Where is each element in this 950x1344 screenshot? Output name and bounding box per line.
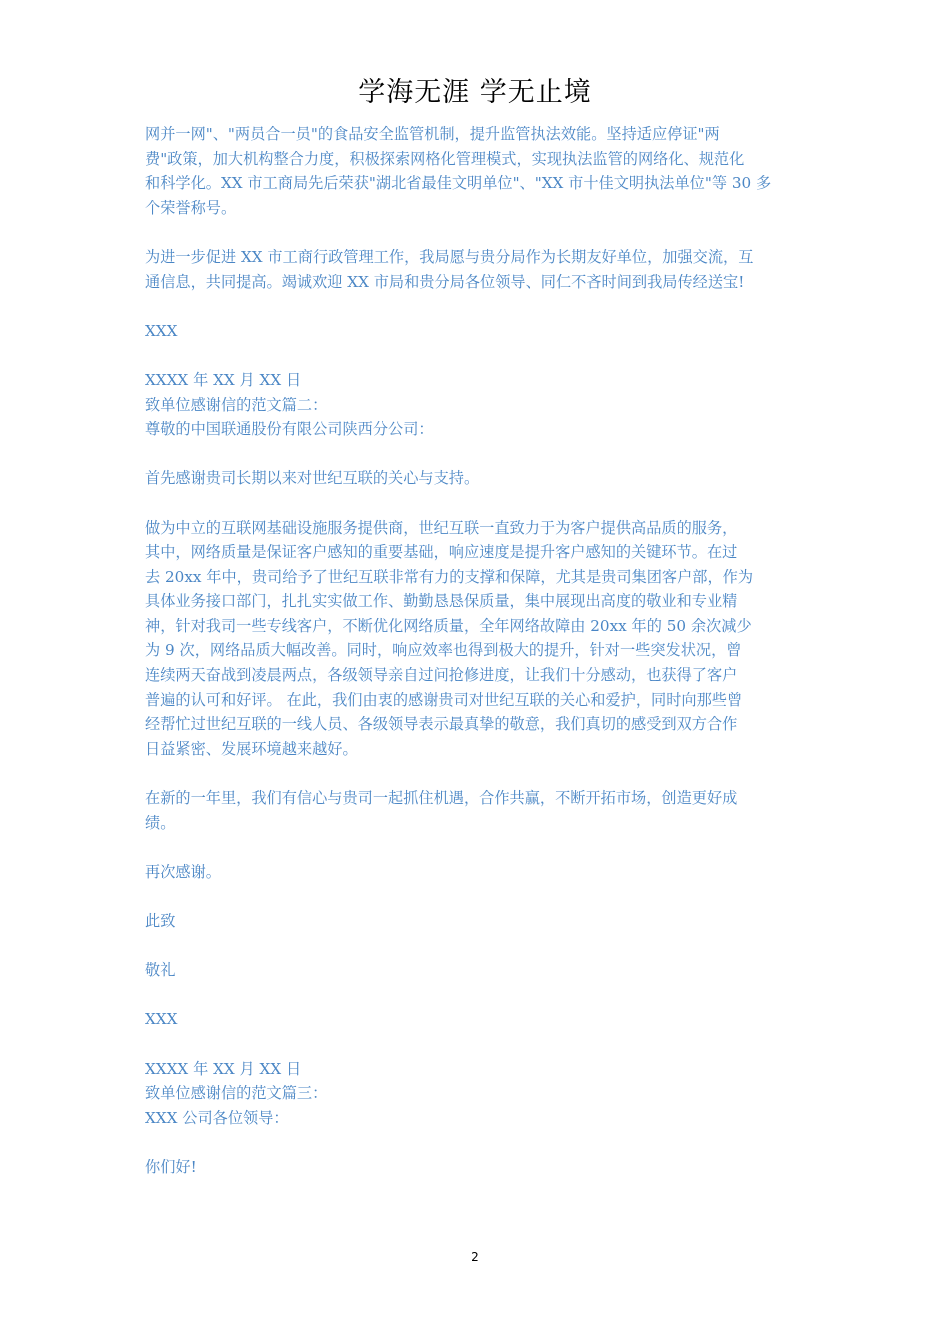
paragraph-thanks-again: 再次感谢。 bbox=[145, 862, 221, 881]
greeting-3: 你们好! bbox=[145, 1157, 197, 1176]
text-line: 在新的一年里，我们有信心与贵司一起抓住机遇，合作共赢，不断开拓市场，创造更好成 bbox=[145, 789, 738, 808]
paragraph-thanks-body bbox=[145, 516, 810, 762]
paragraph-thanks-opening: 首先感谢贵司长期以来对世纪互联的关心与支持。 bbox=[145, 469, 480, 488]
text-line: 个荣誉称号。 bbox=[145, 198, 237, 217]
paragraph-new-year bbox=[145, 786, 810, 835]
paragraph-intro-continuation bbox=[145, 122, 810, 220]
text-line: 为 9 次，网络品质大幅改善。同时，响应效率也得到极大的提升，针对一些突发状况，曾 bbox=[145, 641, 742, 660]
text-line: 做为中立的互联网基础设施服务提供商，世纪互联一直致力于为客户提供高品质的服务， bbox=[145, 518, 738, 537]
text-line: 连续两天奋战到凌晨两点，各级领导亲自过问抢修进度，让我们十分感动，也获得了客户 bbox=[145, 666, 738, 685]
salutation-3: XXX 公司各位领导： bbox=[145, 1108, 289, 1127]
page-header-title: 学海无涯 学无止境 bbox=[358, 77, 592, 108]
text-line: 日益紧密、发展环境越来越好。 bbox=[145, 739, 358, 758]
text-line: 经帮忙过世纪互联的一线人员、各级领导表示最真挚的敬意，我们真切的感受到双方合作 bbox=[145, 715, 738, 734]
section-title-3: 致单位感谢信的范文篇三： bbox=[145, 1084, 328, 1103]
signature-1: XXX bbox=[145, 321, 178, 340]
salutation-2: 尊敬的中国联通股份有限公司陕西分公司： bbox=[145, 420, 434, 439]
text-line: 神，针对我司一些专线客户，不断优化网络质量，全年网络故障由 20xx 年的 50 余次减少 bbox=[145, 616, 752, 635]
closing-cizhi: 此致 bbox=[145, 912, 176, 930]
date-2: XXXX 年 XX 月 XX 日 bbox=[145, 1059, 302, 1078]
text-line: 其中，网络质量是保证客户感知的重要基础，响应速度是提升客户感知的关键环节。在过 bbox=[145, 543, 738, 562]
document-body bbox=[145, 122, 810, 1180]
text-line: 费"政策，加大机构整合力度，积极探索网格化管理模式，实现执法监管的网络化、规范化 bbox=[145, 149, 745, 168]
text-line: 和科学化。XX 市工商局先后荣获"湖北省最佳文明单位"、"XX 市十佳文明执法单位"等 30 多 bbox=[145, 174, 772, 193]
closing-jingli: 敬礼 bbox=[145, 961, 176, 980]
text-line: 去 20xx 年中，贵司给予了世纪互联非常有力的支撑和保障，尤其是贵司集团客户部，作为 bbox=[145, 567, 754, 586]
section-title-2: 致单位感谢信的范文篇二： bbox=[145, 395, 328, 414]
signature-2: XXX bbox=[145, 1010, 178, 1029]
text-line: 绩。 bbox=[145, 813, 176, 832]
text-line: 具体业务接口部门，扎扎实实做工作、勤勤恳恳保质量，集中展现出高度的敬业和专业精 bbox=[145, 592, 738, 611]
page-number: 2 bbox=[471, 1250, 479, 1264]
text-line: 普遍的认可和好评。 在此，我们由衷的感谢贵司对世纪互联的关心和爱护，同时向那些曾 bbox=[145, 690, 743, 709]
date-1: XXXX 年 XX 月 XX 日 bbox=[145, 370, 302, 389]
paragraph-invitation bbox=[145, 245, 810, 294]
text-line: 通信息，共同提高。竭诚欢迎 XX 市局和贵分局各位领导、同仁不吝时间到我局传经送宝! bbox=[145, 272, 745, 291]
text-line: 为进一步促进 XX 市工商行政管理工作，我局愿与贵分局作为长期友好单位，加强交流，互 bbox=[145, 247, 754, 266]
text-line: 网并一网"、"两员合一员"的食品安全监管机制，提升监管执法效能。坚持适应停证"两 bbox=[145, 125, 720, 143]
